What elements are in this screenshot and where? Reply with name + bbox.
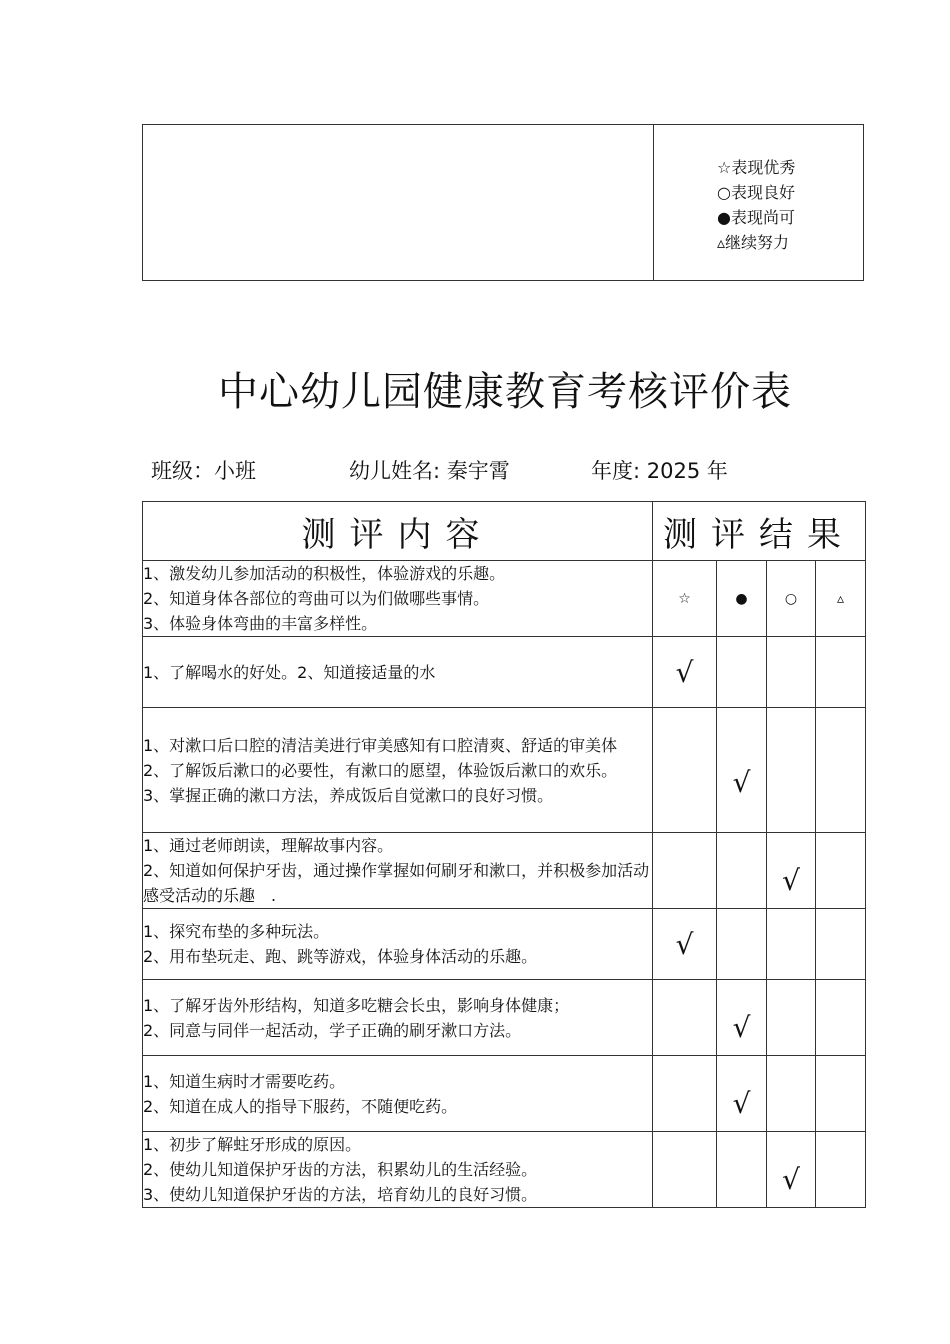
legend-item: ●表现尚可 (717, 208, 795, 227)
checkmark-icon: √ (782, 1163, 800, 1196)
rating-cell (653, 909, 717, 980)
rating-cell (767, 980, 816, 1056)
checkmark-icon: √ (732, 765, 751, 799)
evaluation-content (143, 1132, 653, 1208)
rating-cell (653, 637, 717, 708)
content-line: 1、激发幼儿参加活动的积极性，体验游戏的乐趣。 (143, 564, 506, 583)
content-line: 2、知道如何保护牙齿，通过操作掌握如何刷牙和漱口，并积极参加活动感受活动的乐趣 . (143, 861, 650, 905)
rating-cell (717, 980, 767, 1056)
table-row (143, 561, 866, 637)
rating-symbol-header: ▵ (816, 561, 866, 637)
rating-cell (767, 1056, 816, 1132)
header-result: 测评结果 (653, 502, 866, 561)
content-line: 2、使幼儿知道保护牙齿的方法，积累幼儿的生活经验。 (143, 1160, 538, 1179)
rating-cell (653, 833, 717, 909)
content-line: 2、了解饭后漱口的必要性，有漱口的愿望，体验饭后漱口的欢乐。 (143, 760, 618, 780)
rating-cell (816, 1056, 866, 1132)
rating-symbol-header: ○ (767, 561, 816, 637)
content-line: 2、同意与同伴一起活动，学子正确的刷牙漱口方法。 (143, 1020, 522, 1040)
checkmark-icon: √ (732, 1087, 751, 1120)
legend-list (717, 155, 795, 255)
legend-divider (653, 125, 654, 280)
evaluation-content (143, 980, 653, 1056)
evaluation-table (142, 501, 866, 1208)
rating-cell (816, 708, 866, 833)
year-field: 年度: 2025 年 (591, 459, 728, 483)
content-line: 1、了解喝水的好处。2、知道接适量的水 (143, 662, 436, 682)
rating-cell (653, 980, 717, 1056)
class-field: 班级：小班 (151, 459, 256, 483)
table-row (143, 708, 866, 833)
checkmark-icon: √ (732, 1011, 751, 1044)
evaluation-content (143, 637, 653, 708)
rating-cell (717, 833, 767, 909)
table-row (143, 833, 866, 909)
checkmark-icon: √ (675, 655, 694, 689)
evaluation-content (143, 1056, 653, 1132)
legend-item: ▵继续努力 (717, 233, 790, 252)
table-header-row (143, 502, 866, 561)
checkmark-icon: √ (782, 864, 800, 897)
rating-cell (717, 708, 767, 833)
child-name-field: 幼儿姓名: 秦宇霄 (349, 459, 510, 483)
legend-item: ○表现良好 (717, 183, 795, 202)
evaluation-content (143, 561, 653, 637)
rating-cell (653, 1056, 717, 1132)
rating-symbol-header: ● (717, 561, 767, 637)
rating-cell (717, 1132, 767, 1208)
rating-cell (767, 909, 816, 980)
header-content: 测评内容 (143, 502, 653, 561)
table-row (143, 909, 866, 980)
rating-cell (816, 833, 866, 909)
content-line: 1、通过老师朗读，理解故事内容。 (143, 836, 394, 855)
rating-cell (816, 637, 866, 708)
table-row (143, 980, 866, 1056)
evaluation-content (143, 909, 653, 980)
rating-cell (717, 909, 767, 980)
content-line: 2、知道身体各部位的弯曲可以为们做哪些事情。 (143, 589, 490, 608)
rating-cell (653, 708, 717, 833)
rating-cell (717, 1056, 767, 1132)
legend-item: ☆表现优秀 (717, 158, 796, 177)
rating-cell (767, 637, 816, 708)
checkmark-icon: √ (675, 927, 694, 961)
rating-symbol-header: ☆ (653, 561, 717, 637)
content-line: 1、探究布垫的多种玩法。 (143, 922, 330, 941)
rating-cell (767, 833, 816, 909)
rating-cell (816, 1132, 866, 1208)
content-line: 1、了解牙齿外形结构，知道多吃糖会长虫，影响身体健康； (143, 995, 570, 1015)
table-row (143, 637, 866, 708)
rating-cell (767, 1132, 816, 1208)
evaluation-content (143, 833, 653, 909)
rating-cell (816, 909, 866, 980)
table-row (143, 1056, 866, 1132)
content-line: 1、知道生病时才需要吃药。 (143, 1071, 346, 1091)
rating-cell (653, 1132, 717, 1208)
rating-cell (767, 708, 816, 833)
rating-cell (816, 980, 866, 1056)
content-line: 1、初步了解蛀牙形成的原因。 (143, 1135, 362, 1154)
content-line: 3、掌握正确的漱口方法，养成饭后自觉漱口的良好习惯。 (143, 785, 554, 805)
table-row (143, 1132, 866, 1208)
content-line: 2、知道在成人的指导下服药，不随便吃药。 (143, 1096, 458, 1116)
evaluation-content (143, 708, 653, 833)
content-line: 3、使幼儿知道保护牙齿的方法，培育幼儿的良好习惯。 (143, 1185, 538, 1204)
legend-box (142, 124, 864, 281)
content-line: 3、体验身体弯曲的丰富多样性。 (143, 614, 378, 633)
rating-cell (717, 637, 767, 708)
page-title: 中心幼儿园健康教育考核评价表 (218, 369, 792, 415)
content-line: 1、对漱口后口腔的清洁美进行审美感知有口腔清爽、舒适的审美体 (143, 735, 618, 755)
content-line: 2、用布垫玩走、跑、跳等游戏，体验身体活动的乐趣。 (143, 947, 538, 966)
